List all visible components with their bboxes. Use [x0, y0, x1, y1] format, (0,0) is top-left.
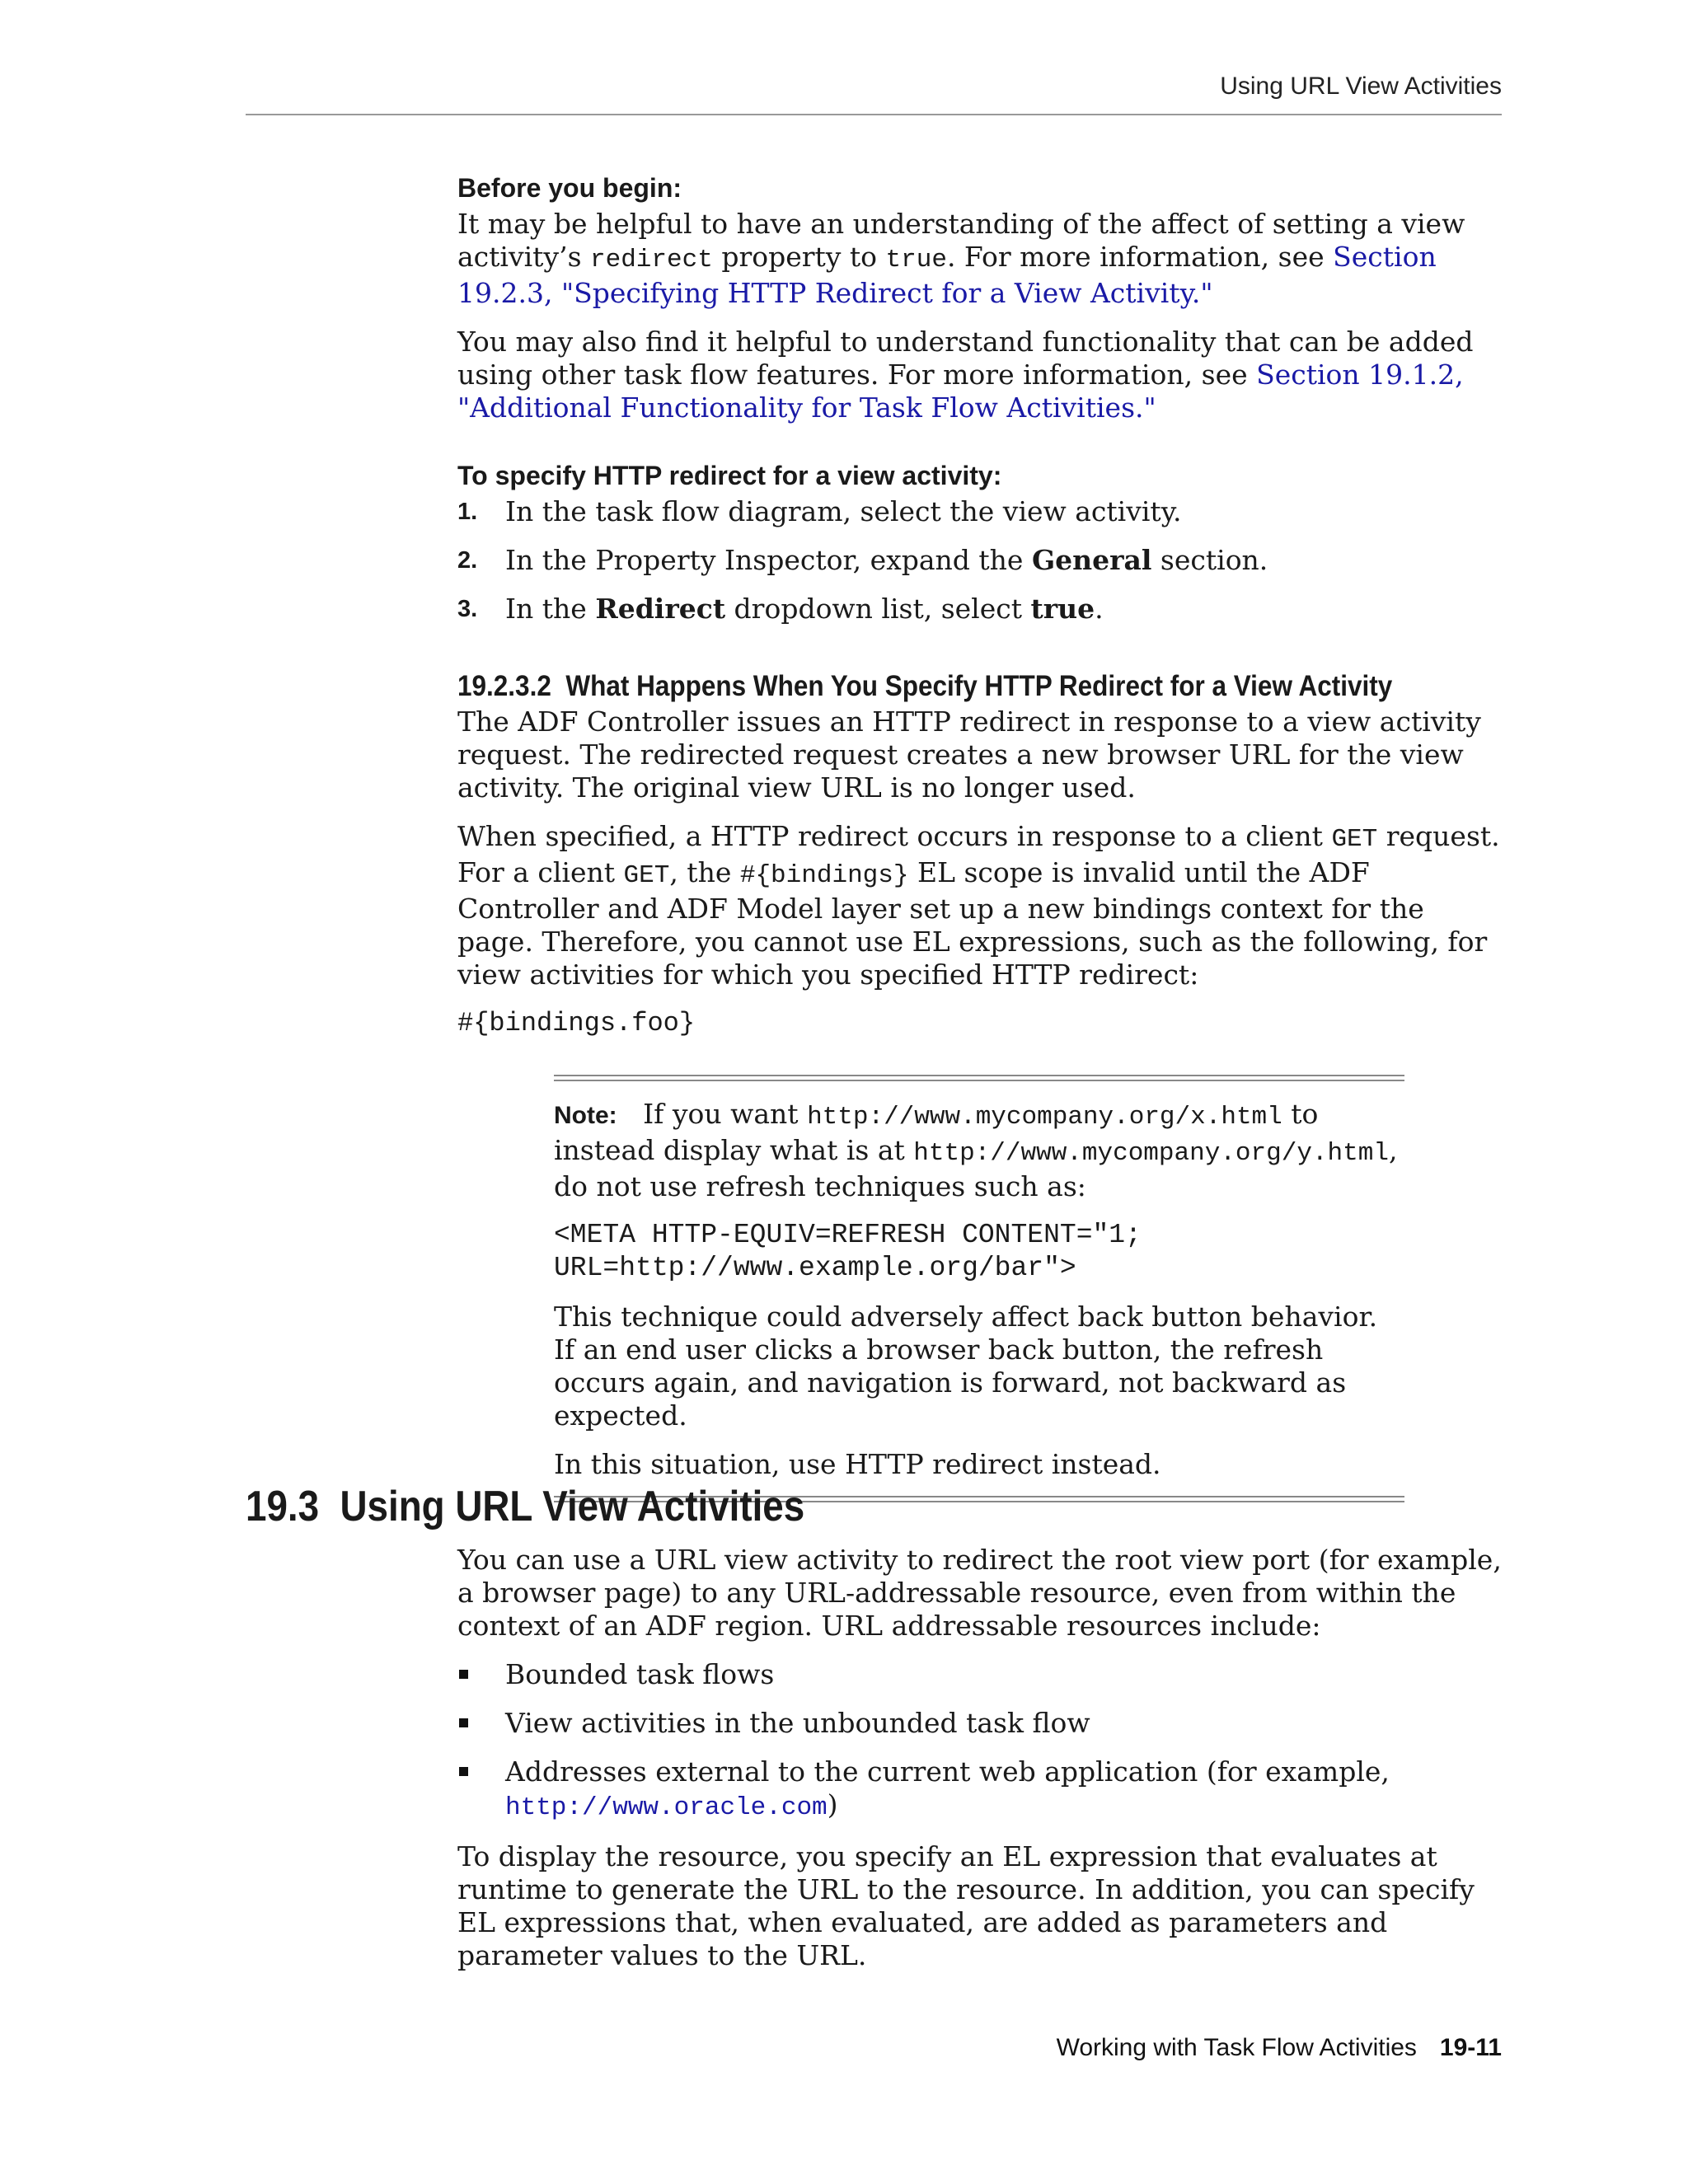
text: , do not use refresh techniques such as: — [554, 1134, 1398, 1202]
list-item — [457, 1707, 1504, 1740]
step-text: dropdown list, select — [725, 593, 1031, 625]
before-you-begin-heading: Before you begin: — [457, 173, 682, 203]
page-number: 19-11 — [1439, 2034, 1502, 2061]
procedure-block — [457, 459, 1504, 641]
list-item — [457, 1755, 1504, 1825]
note-code-line-2: URL=http://www.example.org/bar"> — [554, 1253, 1076, 1283]
section-title: Using URL View Activities — [340, 1483, 805, 1530]
step-3 — [457, 593, 1504, 626]
link-section-19-1-2[interactable]: Section 19.1.2, "Additional Functionality for Task Flow Activities." — [457, 359, 1464, 424]
link-oracle-com[interactable]: http://www.oracle.com — [505, 1793, 828, 1822]
bullet-square — [459, 1767, 468, 1776]
section-19-2-3-2 — [457, 669, 1504, 1040]
step-text: In the — [505, 593, 596, 625]
ui-term-true: true — [1030, 593, 1095, 625]
before-you-begin-block — [457, 171, 1504, 424]
code-get: GET — [1331, 825, 1378, 854]
footer-chapter-title: Working with Task Flow Activities — [1056, 2034, 1417, 2061]
step-text: . — [1095, 593, 1104, 625]
section-title: What Happens When You Specify HTTP Redirect for a View Activity — [565, 670, 1393, 702]
section-19-2-3-2-heading — [457, 669, 1400, 704]
procedure-steps — [457, 495, 1504, 626]
text: You may also find it helpful to understand functionality that can be added using other task flow features. For more information, see — [457, 326, 1474, 391]
ui-term-redirect: Redirect — [595, 593, 726, 625]
note-code-line-1: <META HTTP-EQUIV=REFRESH CONTENT="1; — [554, 1220, 1142, 1250]
step-1 — [457, 495, 1504, 528]
list-item-text: Bounded task flows — [505, 1658, 775, 1690]
text: If you want — [643, 1098, 808, 1130]
section-number: 19.2.3.2 — [457, 670, 551, 702]
header-rule — [246, 114, 1502, 115]
step-text: In the task flow diagram, select the view activity. — [505, 495, 1182, 527]
code-get: GET — [623, 861, 670, 890]
step-text: In the Property Inspector, expand the — [505, 544, 1032, 576]
code-bindings: #{bindings} — [739, 861, 909, 890]
text: property to — [712, 241, 886, 273]
running-header: Using URL View Activities — [1220, 73, 1502, 100]
section-19-3-heading — [246, 1482, 804, 1531]
step-number: 3. — [457, 596, 478, 622]
before-you-begin-paragraph-1 — [457, 208, 1504, 310]
bullet-square — [459, 1718, 468, 1727]
section-19-3-paragraph-1: You can use a URL view activity to redirect the root view port (for example, a browser page) to any URL-addressable resource, even from within the context of an ADF region. URL addressable resources include: — [457, 1544, 1502, 1642]
text: EL scope is invalid until the ADF Controller and ADF Model layer set up a new bindings context for the page. Therefore, you cannot use EL expressions, such as the following, for view activities for which you specified HTTP redirect: — [457, 856, 1488, 991]
procedure-heading: To specify HTTP redirect for a view activity: — [457, 461, 1002, 490]
list-item-text: Addresses external to the current web application (for example, — [505, 1755, 1390, 1788]
note-paragraph-2: This technique could adversely affect back button behavior. If an end user clicks a browser back button, the refresh occurs again, and navigation is forward, not backward as expected. — [554, 1301, 1378, 1432]
link-section-19-2-3[interactable]: Section 19.2.3, "Specifying HTTP Redirect for a View Activity." — [457, 241, 1437, 309]
code-true: true — [885, 246, 947, 274]
list-item — [457, 1658, 1504, 1691]
step-text: section. — [1151, 544, 1268, 576]
step-2 — [457, 544, 1504, 577]
text: to instead display what is at — [554, 1098, 1319, 1166]
section-19-2-3-2-paragraph-1: The ADF Controller issues an HTTP redirect in response to a view activity request. The redirected request creates a new browser URL for the view activity. The original view URL is no longer used. — [457, 705, 1481, 804]
section-19-3-body — [457, 1544, 1504, 1972]
step-number: 2. — [457, 547, 478, 574]
list-item-text: View activities in the unbounded task flow — [505, 1707, 1090, 1739]
text: It may be helpful to have an understanding of the affect of setting a view activity’s — [457, 208, 1465, 273]
text: . For more information, see — [946, 241, 1334, 273]
step-number: 1. — [457, 499, 478, 525]
code-example: #{bindings.foo} — [457, 1008, 696, 1038]
text: , the — [669, 856, 740, 888]
note-top-rule — [554, 1075, 1404, 1081]
resource-list — [457, 1658, 1504, 1825]
text: When specified, a HTTP redirect occurs in response to a client — [457, 820, 1332, 852]
list-item-text: ) — [827, 1788, 838, 1821]
code-redirect: redirect — [590, 246, 713, 274]
ui-term-general: General — [1031, 544, 1152, 576]
bullet-square — [459, 1670, 468, 1679]
note-paragraph-3: In this situation, use HTTP redirect instead. — [554, 1448, 1161, 1480]
text: request. For a client — [457, 820, 1500, 888]
note-box — [554, 1075, 1404, 1502]
note-paragraph-1 — [554, 1098, 1404, 1203]
section-19-2-3-2-paragraph-2 — [457, 820, 1504, 991]
section-number: 19.3 — [246, 1483, 320, 1530]
page-footer — [1057, 2034, 1502, 2062]
code-url-x: http://www.mycompany.org/x.html — [807, 1103, 1282, 1132]
before-you-begin-paragraph-2 — [457, 326, 1504, 424]
section-19-3-paragraph-2: To display the resource, you specify an EL expression that evaluates at runtime to generate the URL to the resource. In addition, you can specify EL expressions that, when evaluated, are added as parameters and parameter values to the URL. — [457, 1840, 1475, 1971]
code-url-y: http://www.mycompany.org/y.html — [913, 1139, 1389, 1168]
note-label: Note: — [554, 1102, 617, 1129]
